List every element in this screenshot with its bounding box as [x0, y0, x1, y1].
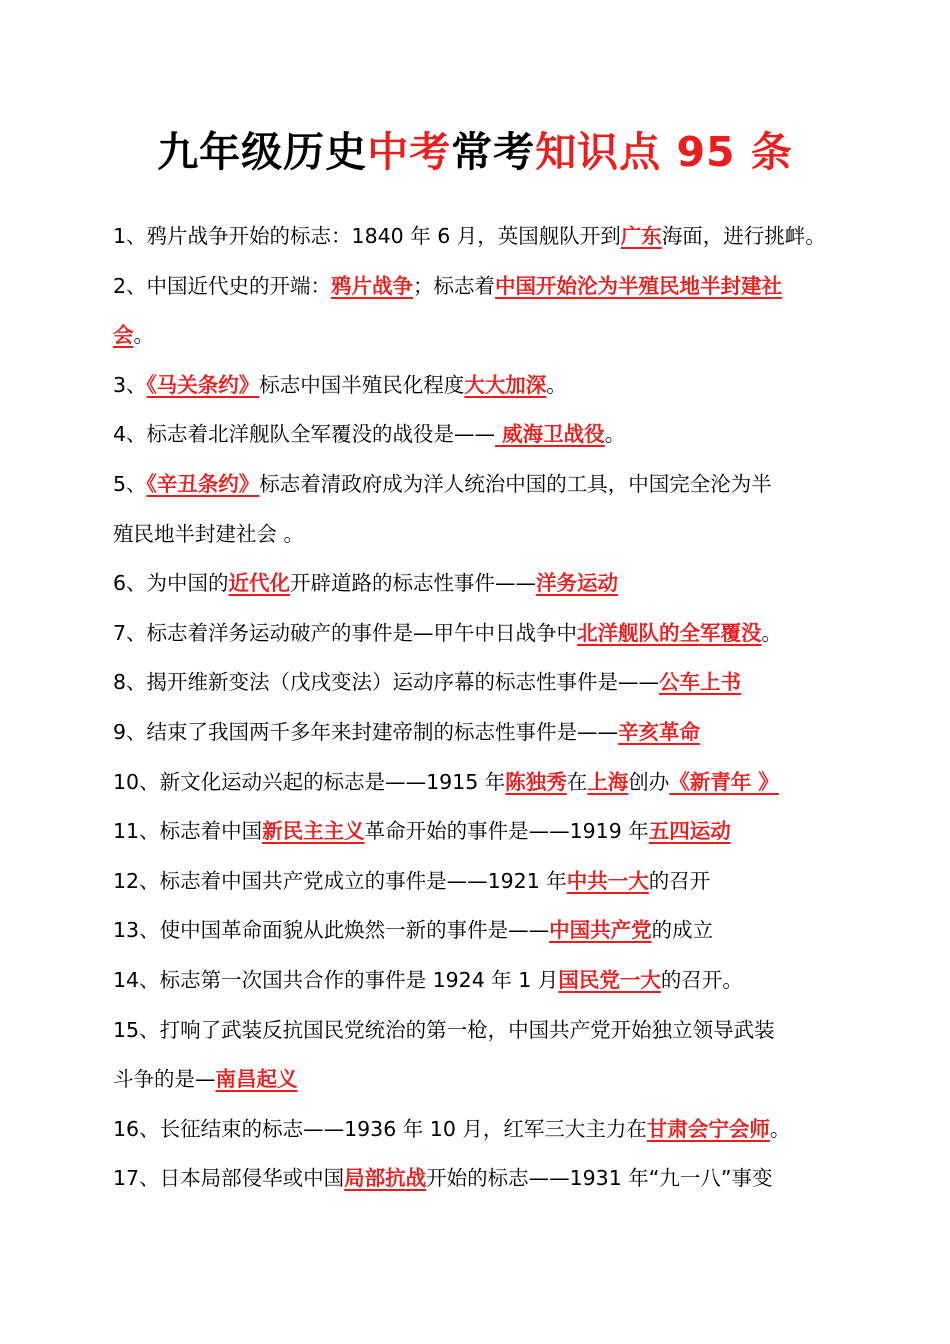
title-part-2: 中考 — [367, 128, 452, 176]
item-answer: 新民主主义 — [262, 819, 365, 844]
list-item — [113, 906, 843, 956]
item-answer: 中国共产党 — [549, 918, 652, 943]
item-text: 12、标志着中国共产党成立的事件是——1921 年 — [113, 868, 567, 893]
item-text: 。 — [761, 620, 783, 645]
item-answer: 公车上书 — [659, 670, 742, 695]
list-item — [113, 1154, 843, 1204]
item-answer: 广东 — [620, 224, 662, 248]
item-text: 。 — [769, 1116, 791, 1141]
list-item-continuation — [113, 510, 843, 560]
list-item — [113, 212, 843, 262]
item-answer: 北洋舰队的全军覆没 — [577, 620, 762, 645]
item-text: 17、日本局部侵华或中国 — [113, 1166, 345, 1191]
item-text: 11、标志着中国 — [113, 819, 263, 844]
list-item — [113, 807, 843, 857]
item-text: 9、结束了我国两千多年来封建帝制的标志性事件是—— — [113, 719, 619, 744]
item-text: 1、鸦片战争开始的标志：1840 年 6 月，英国舰队开到 — [113, 224, 621, 248]
item-text: 的召开。 — [660, 967, 743, 992]
item-answer: 南昌起义 — [215, 1067, 298, 1092]
item-answer: 近代化 — [228, 571, 291, 596]
item-text: 16、长征结束的标志——1936 年 10 月，红军三大主力在 — [113, 1116, 647, 1141]
item-text: 2、中国近代史的开端： — [113, 273, 332, 298]
list-item — [113, 559, 843, 609]
item-text: 14、标志第一次国共合作的事件是 1924 年 1 月 — [113, 967, 559, 992]
item-answer: 局部抗战 — [344, 1166, 427, 1191]
item-answer: 洋务运动 — [536, 571, 619, 596]
item-text: 。 — [133, 323, 154, 348]
item-text: 5、 — [113, 471, 147, 496]
item-answer: 威海卫战役 — [495, 422, 605, 447]
item-text: 开辟道路的标志性事件—— — [290, 571, 537, 596]
item-text: 13、使中国革命面貌从此焕然一新的事件是—— — [113, 918, 550, 943]
item-text: 。 — [546, 372, 567, 397]
list-item — [113, 857, 843, 907]
item-text: 的成立 — [651, 918, 714, 943]
item-text: 的召开 — [648, 868, 711, 893]
list-item — [113, 1105, 843, 1155]
item-answer: 陈独秀 — [505, 769, 567, 794]
list-item — [113, 262, 843, 312]
item-answer: 大大加深 — [464, 372, 547, 397]
item-answer: 中共一大 — [566, 868, 649, 893]
title-part-4: 知识点 95 条 — [535, 128, 793, 176]
knowledge-point-list — [113, 212, 843, 1204]
item-answer: 五四运动 — [648, 819, 731, 844]
list-item — [113, 758, 843, 808]
list-item-continuation — [113, 1055, 843, 1105]
item-text: ；标志着 — [413, 273, 496, 298]
item-text: 7、标志着洋务运动破产的事件是—甲午中日战争中 — [113, 620, 578, 645]
title-part-1: 九年级历史 — [157, 128, 368, 176]
list-item — [113, 658, 843, 708]
item-text: 6、为中国的 — [113, 571, 229, 596]
item-text: 斗争的是— — [113, 1067, 216, 1092]
list-item — [113, 708, 843, 758]
item-answer: 辛亥革命 — [618, 719, 701, 744]
item-text: 殖民地半封建社会 。 — [113, 521, 305, 546]
item-text: 10、新文化运动兴起的标志是——1915 年 — [113, 769, 506, 794]
title-part-3: 常考 — [451, 128, 536, 176]
item-text: 4、标志着北洋舰队全军覆没的战役是—— — [113, 422, 496, 447]
item-answer: 上海 — [587, 769, 629, 794]
list-item — [113, 956, 843, 1006]
item-answer: 国民党一大 — [558, 967, 661, 992]
item-text: 标志中国半殖民化程度 — [259, 372, 465, 397]
item-text: 革命开始的事件是——1919 年 — [364, 819, 649, 844]
item-text: 标志着清政府成为洋人统治中国的工具，中国完全沦为半 — [259, 471, 772, 496]
document-title — [0, 124, 950, 180]
item-text: 8、揭开维新变法（戊戌变法）运动序幕的标志性事件是—— — [113, 670, 660, 695]
list-item — [113, 609, 843, 659]
item-text: 3、 — [113, 372, 147, 397]
item-answer: 中国开始沦为半殖民地半封建社 — [495, 273, 783, 298]
item-text: 在 — [566, 769, 588, 794]
list-item — [113, 361, 843, 411]
item-answer: 会 — [113, 323, 134, 348]
item-answer: 甘肃会宁会师 — [646, 1116, 770, 1141]
list-item — [113, 1006, 843, 1056]
list-item — [113, 460, 843, 510]
item-text: 。 — [604, 422, 626, 447]
item-answer: 鸦片战争 — [331, 273, 414, 298]
list-item-continuation — [113, 311, 843, 361]
item-text: 创办 — [628, 769, 670, 794]
item-answer: 《马关条约》 — [146, 372, 260, 397]
item-text: 15、打响了武装反抗国民党统治的第一枪，中国共产党开始独立领导武装 — [113, 1017, 775, 1042]
item-answer: 《辛丑条约》 — [146, 471, 260, 496]
item-text: 开始的标志——1931 年“九一八”事变 — [426, 1166, 773, 1191]
item-answer: 《新青年 》 — [669, 769, 779, 794]
list-item — [113, 410, 843, 460]
item-text: 海面，进行挑衅。 — [661, 224, 826, 248]
